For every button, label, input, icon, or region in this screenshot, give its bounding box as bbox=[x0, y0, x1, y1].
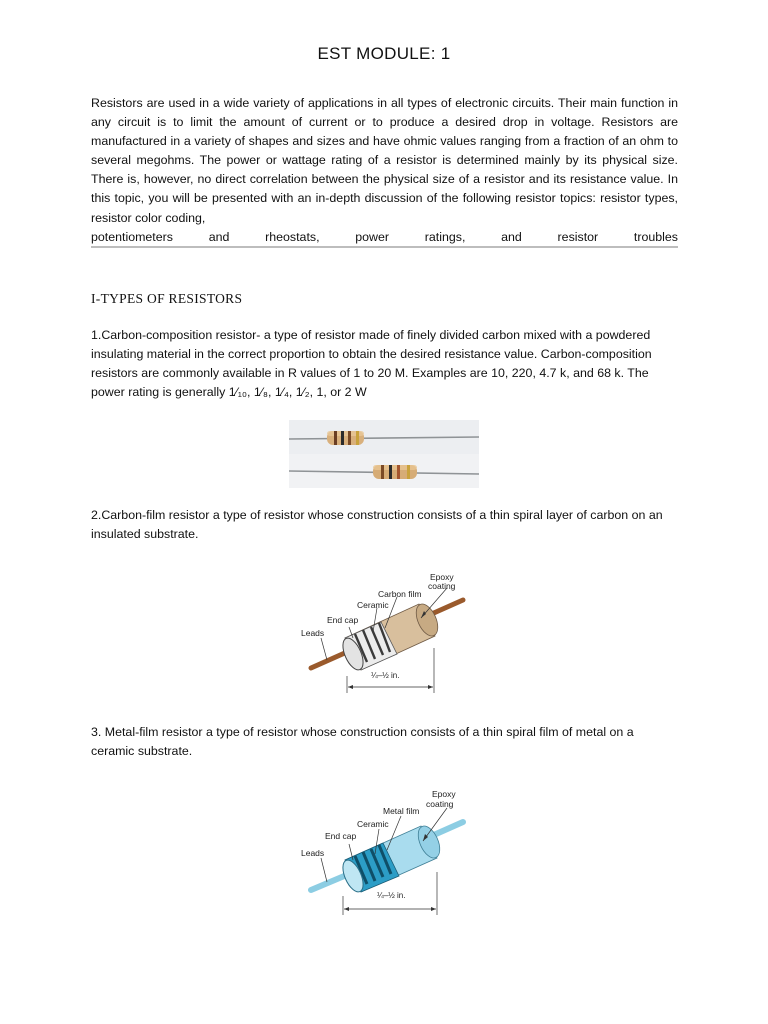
label-ceramic: Ceramic bbox=[357, 819, 389, 829]
lead-left bbox=[311, 874, 349, 890]
metal-film-paragraph: 3. Metal-film resistor a type of resistor whose construction consists of a thin spiral film of metal on a ceramic substrate. bbox=[91, 725, 634, 758]
label-dimension: ¼–½ in. bbox=[377, 891, 406, 900]
label-carbon-film: Carbon film bbox=[378, 589, 422, 599]
label-ceramic: Ceramic bbox=[357, 600, 389, 610]
intro-last-line: potentiometers and rheostats, power ratings, and resistor troubles bbox=[91, 229, 678, 244]
carbon-composition-photo bbox=[289, 420, 479, 488]
section-divider bbox=[91, 246, 678, 248]
label-metal-film: Metal film bbox=[383, 806, 420, 816]
label-leads: Leads bbox=[301, 848, 325, 858]
intro-body: Resistors are used in a wide variety of applications in all types of electronic circuits. Their main function in any circuit is to limit the amount of current or to produce a desired drop in voltage. Resistors are manufactured in a variety of shapes and sizes and have ohmic values ranging from a fraction of an ohm to several megohms. The power or wattage rating of a resistor is determined mainly by its physical size. There is, however, no direct correlation between the physical size of a resistor and its resistance value. In this topic, you will be presented with an in-depth discussion of the following resistor topics: resistor types, resistor color coding, bbox=[91, 96, 678, 225]
lead-left bbox=[311, 652, 347, 668]
label-epoxy: Epoxy bbox=[432, 789, 456, 799]
page-title: EST MODULE: 1 bbox=[317, 44, 451, 63]
carbon-film-paragraph: 2.Carbon-film resistor a type of resistor whose construction consists of a thin spiral layer of carbon on an insulated substrate. bbox=[91, 508, 663, 541]
metal-film-diagram bbox=[297, 786, 469, 916]
label-epoxy: Epoxy bbox=[430, 572, 454, 582]
section-heading: I-TYPES OF RESISTORS bbox=[91, 291, 243, 306]
label-coating: coating bbox=[428, 581, 456, 591]
carbon-composition-paragraph: 1.Carbon-composition resistor- a type of resistor made of finely divided carbon mixed with a powdered insulating material in the correct proportion to obtain the desired resistance value. Carbon-composition resistors are commonly available in R values of 1 to 20 M. Examples are 10, 220, 4.7 k, and 68 k. The power rating is generally 1⁄₁₀, 1⁄₈, 1⁄₄, 1⁄₂, 1, or 2 W bbox=[91, 328, 652, 399]
label-dimension: ¼–½ in. bbox=[371, 671, 400, 680]
intro-paragraph bbox=[91, 94, 678, 247]
label-end-cap: End cap bbox=[327, 615, 359, 625]
label-end-cap: End cap bbox=[325, 831, 357, 841]
carbon-film-diagram bbox=[297, 566, 469, 694]
label-leads: Leads bbox=[301, 628, 325, 638]
label-coating: coating bbox=[426, 799, 454, 809]
